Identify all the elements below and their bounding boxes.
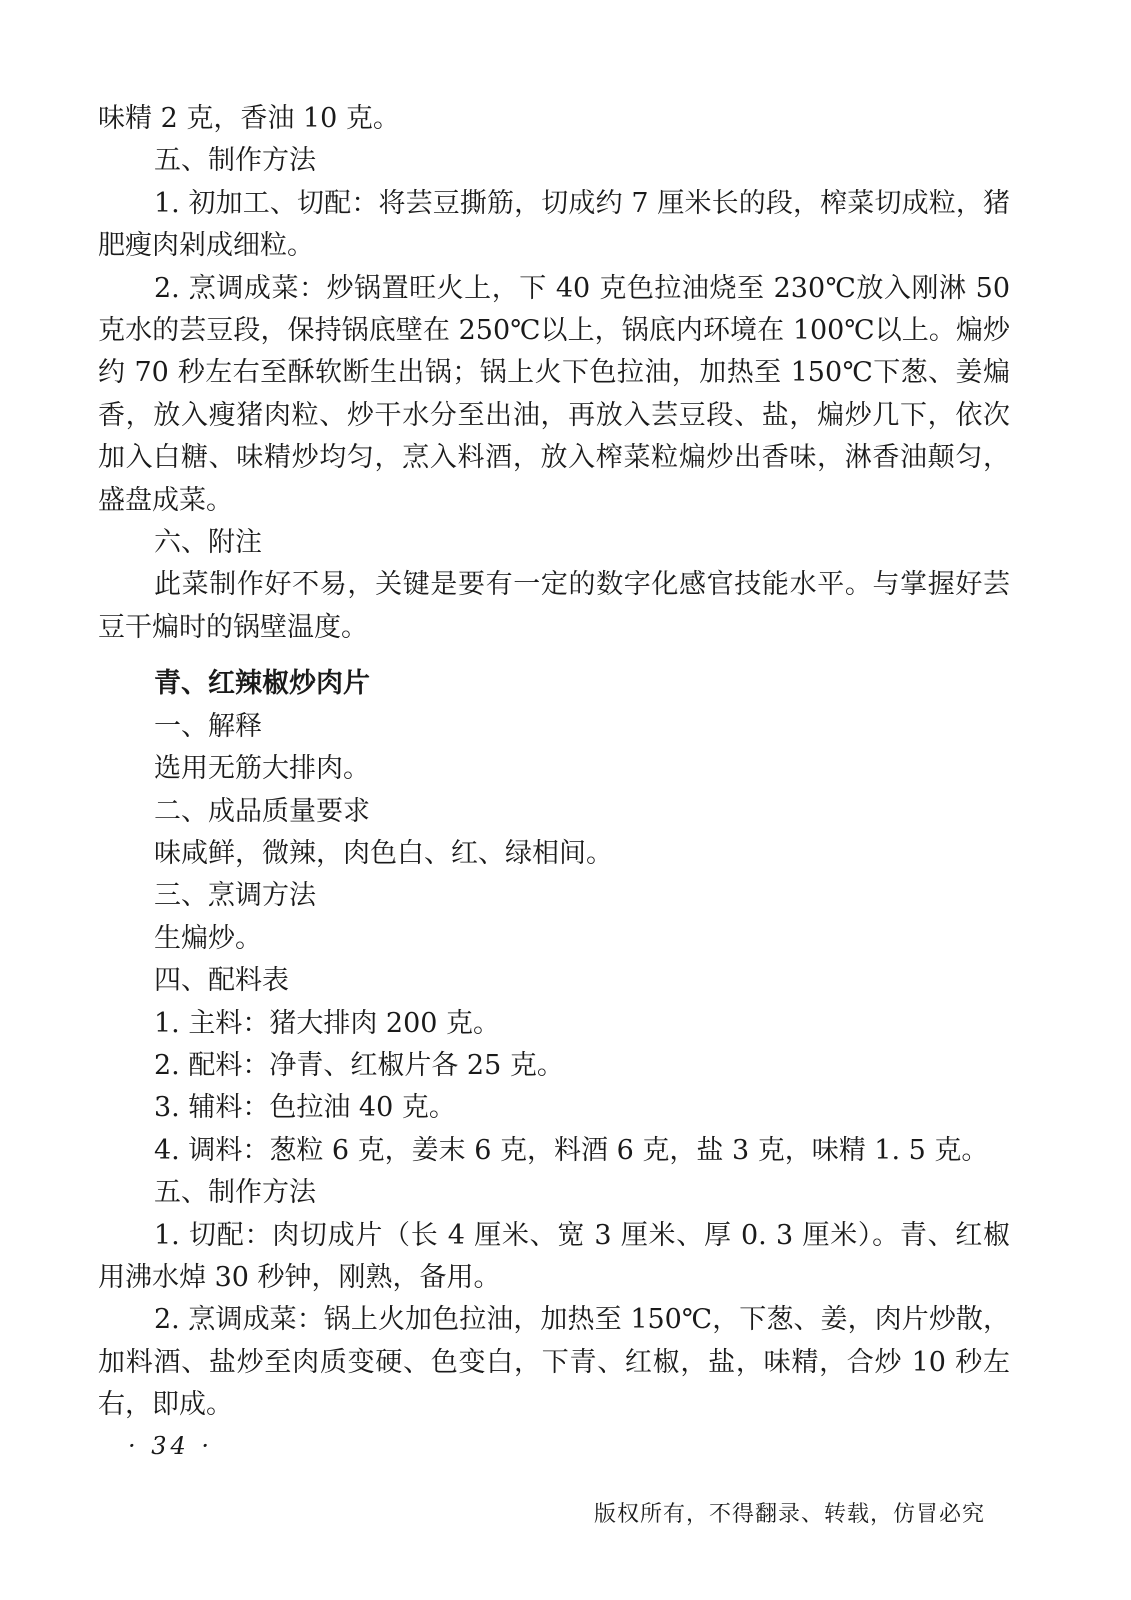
section-heading-method-2: 五、制作方法 [154, 1177, 316, 1209]
section-heading-quality: 二、成品质量要求 [154, 795, 370, 827]
paragraph-quality: 味咸鲜，微辣，肉色白、红、绿相间。 [154, 837, 613, 869]
section-heading-ingredients: 四、配料表 [154, 965, 289, 997]
paragraph-notes: 此菜制作好不易，关键是要有一定的数字化感官技能水平。与掌握好芸豆干煸时的锅壁温度。 [98, 569, 1010, 643]
recipe-title: 青、红辣椒炒肉片 [154, 668, 370, 700]
paragraph-seasoning-end: 味精 2 克，香油 10 克。 [98, 103, 400, 134]
page-body [98, 98, 1010, 1427]
section-heading-notes: 六、附注 [154, 527, 262, 559]
paragraph-method-step1: 1. 初加工、切配：将芸豆撕筋，切成约 7 厘米长的段，榨菜切成粒，猪肥瘦肉剁成细粒。 [98, 187, 1010, 262]
section-heading-cooking-method: 三、烹调方法 [154, 880, 316, 912]
paragraph-explanation: 选用无筋大排肉。 [154, 753, 370, 785]
paragraph-method-step2: 2. 烹调成菜：炒锅置旺火上，下 40 克色拉油烧至 230℃放入刚淋 50 克水的芸豆段，保持锅底壁在 250℃以上，锅底内环境在 100℃以上。煸炒约 70 秒左右至酥软断生出锅；锅上火下色拉油，加热至 150℃下葱、姜煸香，放入瘦猪肉粒、炒干水分至出油，再放入芸豆段、盐，煸炒几下，依次加入白糖、味精炒均匀，烹入料酒，放入榨菜粒煸炒出香味，淋香油颠匀，盛盘成菜。 [98, 272, 1010, 516]
ingredient-main: 1. 主料：猪大排肉 200 克。 [154, 1007, 501, 1039]
ingredient-seasoning: 4. 调料：葱粒 6 克，姜末 6 克，料酒 6 克，盐 3 克，味精 1. 5 克。 [154, 1134, 989, 1166]
page-number: · 34 · [128, 1432, 214, 1460]
section-heading-explanation: 一、解释 [154, 710, 262, 742]
paragraph-method2-step1: 1. 切配：肉切成片（长 4 厘米、宽 3 厘米、厚 0. 3 厘米）。青、红椒用沸水焯 30 秒钟，刚熟，备用。 [98, 1219, 1010, 1293]
paragraph-cooking-method: 生煸炒。 [154, 922, 262, 954]
paragraph-method2-step2: 2. 烹调成菜：锅上火加色拉油，加热至 150℃，下葱、姜，肉片炒散，加料酒、盐炒至肉质变硬、色变白，下青、红椒，盐，味精，合炒 10 秒左右，即成。 [98, 1304, 1010, 1421]
ingredient-secondary: 2. 配料：净青、红椒片各 25 克。 [154, 1049, 564, 1081]
section-heading-method: 五、制作方法 [154, 145, 316, 177]
copyright-notice: 版权所有，不得翻录、转载，仿冒必究 [594, 1502, 986, 1527]
ingredient-auxiliary: 3. 辅料：色拉油 40 克。 [154, 1092, 456, 1124]
